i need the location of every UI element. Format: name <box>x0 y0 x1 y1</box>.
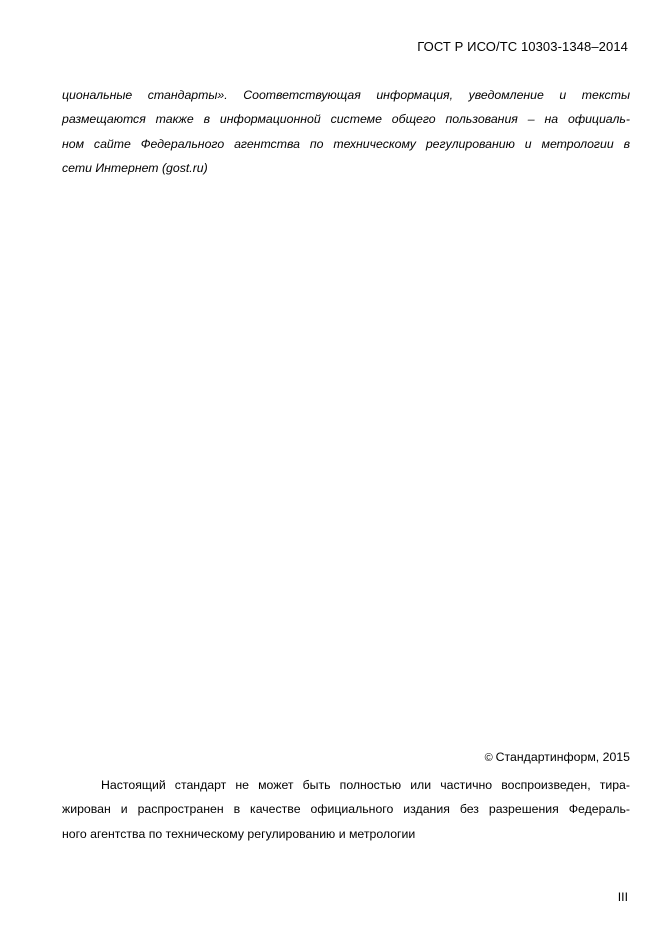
notice-line: ного агентства по техническому регулированию и метрологии <box>62 826 416 841</box>
intro-line: размещаются также в информационной системе общего пользования – на официаль- <box>62 112 630 127</box>
intro-line: сети Интернет (gost.ru) <box>62 160 208 175</box>
copyright-text: Стандартинформ, 2015 <box>495 750 630 764</box>
reproduction-notice <box>62 773 630 846</box>
document-header <box>417 39 628 54</box>
standard-code: ГОСТ Р ИСО/ТС 10303-1348–2014 <box>417 39 628 54</box>
intro-paragraph <box>62 83 630 180</box>
notice-line: жирован и распространен в качестве официального издания без разрешения Федераль- <box>62 802 630 817</box>
copyright-icon: © <box>484 752 493 764</box>
page-number: III <box>617 890 628 904</box>
intro-line: ном сайте Федерального агентства по техническому регулированию и метрологии в <box>62 136 630 151</box>
notice-line: Настоящий стандарт не может быть полностью или частично воспроизведен, тира- <box>101 778 630 792</box>
copyright-line <box>485 750 630 764</box>
intro-line: циональные стандарты». Соответствующая информация, уведомление и тексты <box>62 88 630 102</box>
